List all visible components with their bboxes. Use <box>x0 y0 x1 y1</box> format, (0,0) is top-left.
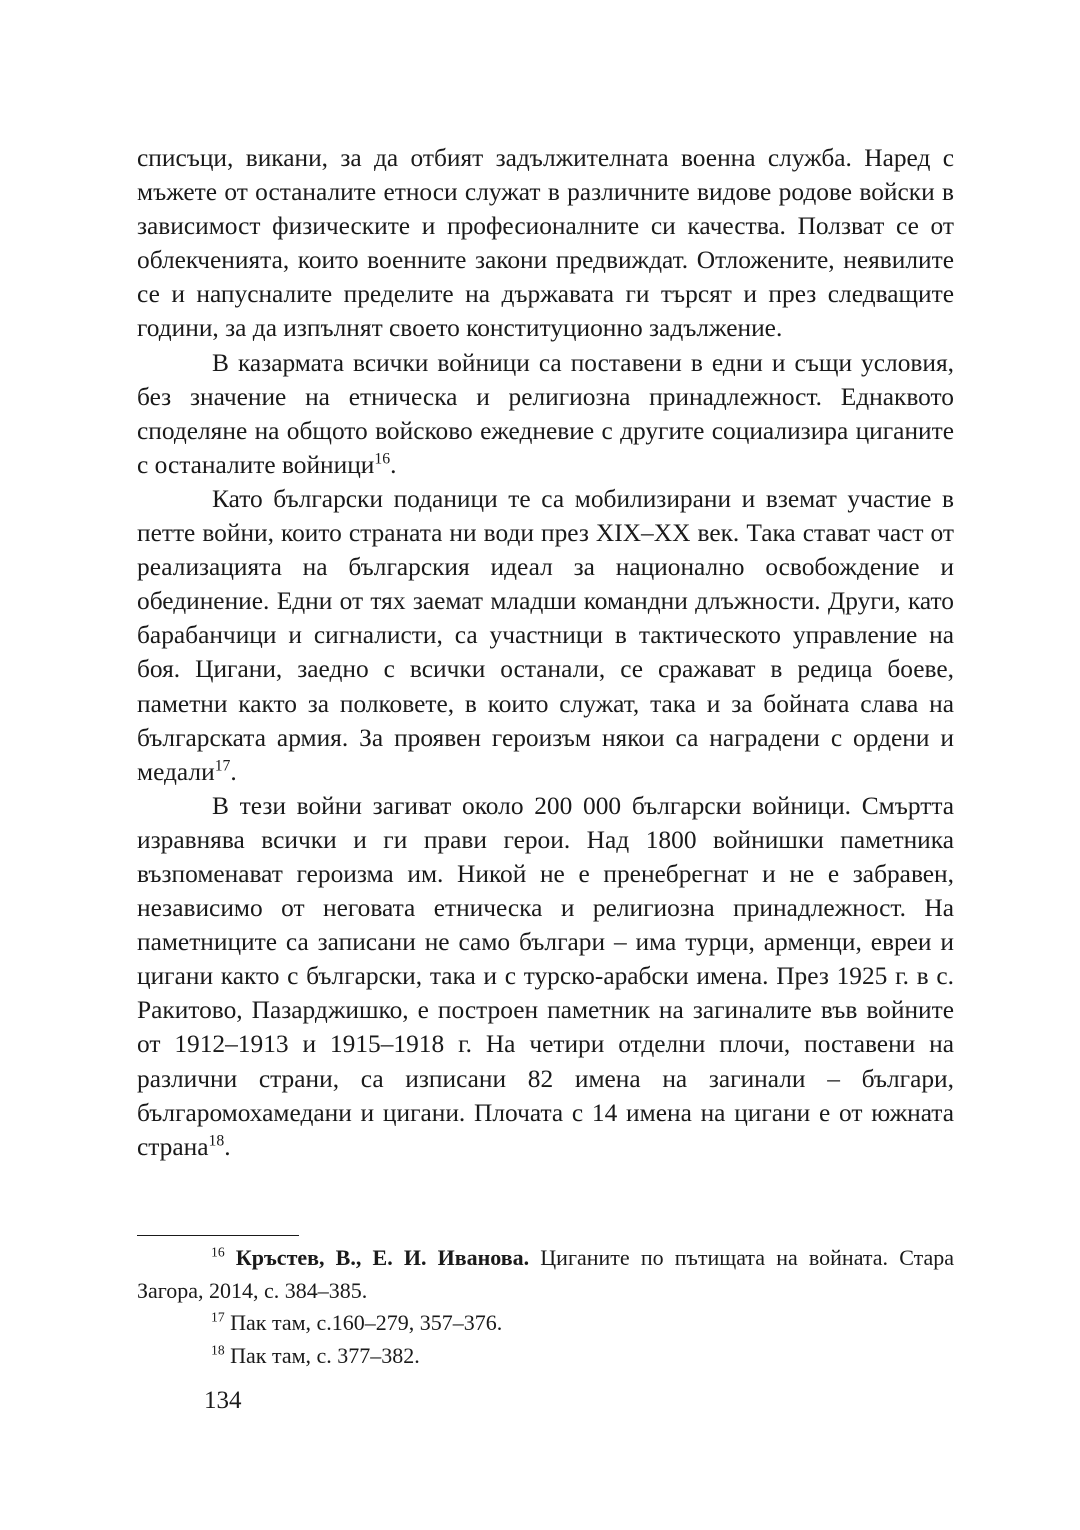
footnote-authors: Кръстев, В., Е. И. Иванова. <box>235 1245 530 1270</box>
footnote-number: 16 <box>211 1244 225 1260</box>
footnote-ref-18: 18 <box>208 1132 225 1150</box>
footnote-17: $^{17}$ Пак там, с.160–279, 357–376. <box>211 1309 503 1335</box>
footnote-number: 18 <box>211 1342 225 1358</box>
footnotes <box>137 1242 954 1372</box>
paragraph-4: В тези войни загиват около 200 000 български войници. Смъртта изравнява всички и ги прави герои. Над 1800 войнишки паметника възпоменават героизма им. Никой не е пренебрегнат и не е забравен, независимо от неговата етническа и религиозна принадлежност. На паметниците са записани не само българи – има турци, арменци, евреи и цигани както с български, така и с турско-арабски имена. През 1925 г. в с. Ракитово, Пазарджишко, е построен паметник на загиналите във войните от 1912–1913 и 1915–1918 г. На четири отделни плочи, поставени на различни страни, са изписани 82 имена на загинали – българи, българомохамедани и цигани. Плочата с 14 имена на цигани е от южната страна$^{18}$. <box>137 791 954 1161</box>
footnote-ref-17: 17 <box>214 757 231 775</box>
body-text <box>137 141 954 1164</box>
page-number: 134 <box>204 1387 242 1414</box>
footnote-ref-16: 16 <box>374 450 391 468</box>
paragraph-3: Като български поданици те са мобилизирани и вземат участие в петте войни, които страната ни води през XIX–XX век. Така стават част от реализацията на българския идеал за национално освобождение и обединение. Едни от тях заемат младши командни длъжности. Други, като барабанчици и сигналисти, са участници в тактическото управление на боя. Цигани, заедно с всички останали, се сражават в редица боеве, паметни както за полковете, в които служат, така и за бойната слава на българската армия. За проявен героизъм някои са наградени с ордени и медали$^{17}$. <box>137 484 954 786</box>
footnote-divider <box>137 1235 299 1236</box>
paragraph-2: В казармата всички войници са поставени в едни и същи условия, без значение на етническа и религиозна принадлежност. Еднаквото споделяне на общото войсково ежедневие с другите социализира циганите с останалите войници$^{16}$. <box>137 348 954 479</box>
footnote-number: 17 <box>211 1309 225 1325</box>
footnote-16: $^{16}$ Кръстев, В., Е. И. Иванова. Циганите по пътищата на войната. Стара Загора, 2014, с. 384–385. <box>137 1244 955 1303</box>
footnote-18: $^{18}$ Пак там, с. 377–382. <box>211 1342 420 1368</box>
paragraph-1: списъци, викани, за да отбият задължителната военна служба. Наред с мъжете от останалите етноси служат в различните видове родове войски в зависимост физическите и професионалните си качества. Ползват се от облекченията, които военните закони предвиждат. Отложените, неявилите се и напусналите пределите на държавата ги търсят и през следващите години, за да изпълнят своето конституционно задължение. <box>137 144 954 343</box>
document-page <box>137 141 954 1164</box>
